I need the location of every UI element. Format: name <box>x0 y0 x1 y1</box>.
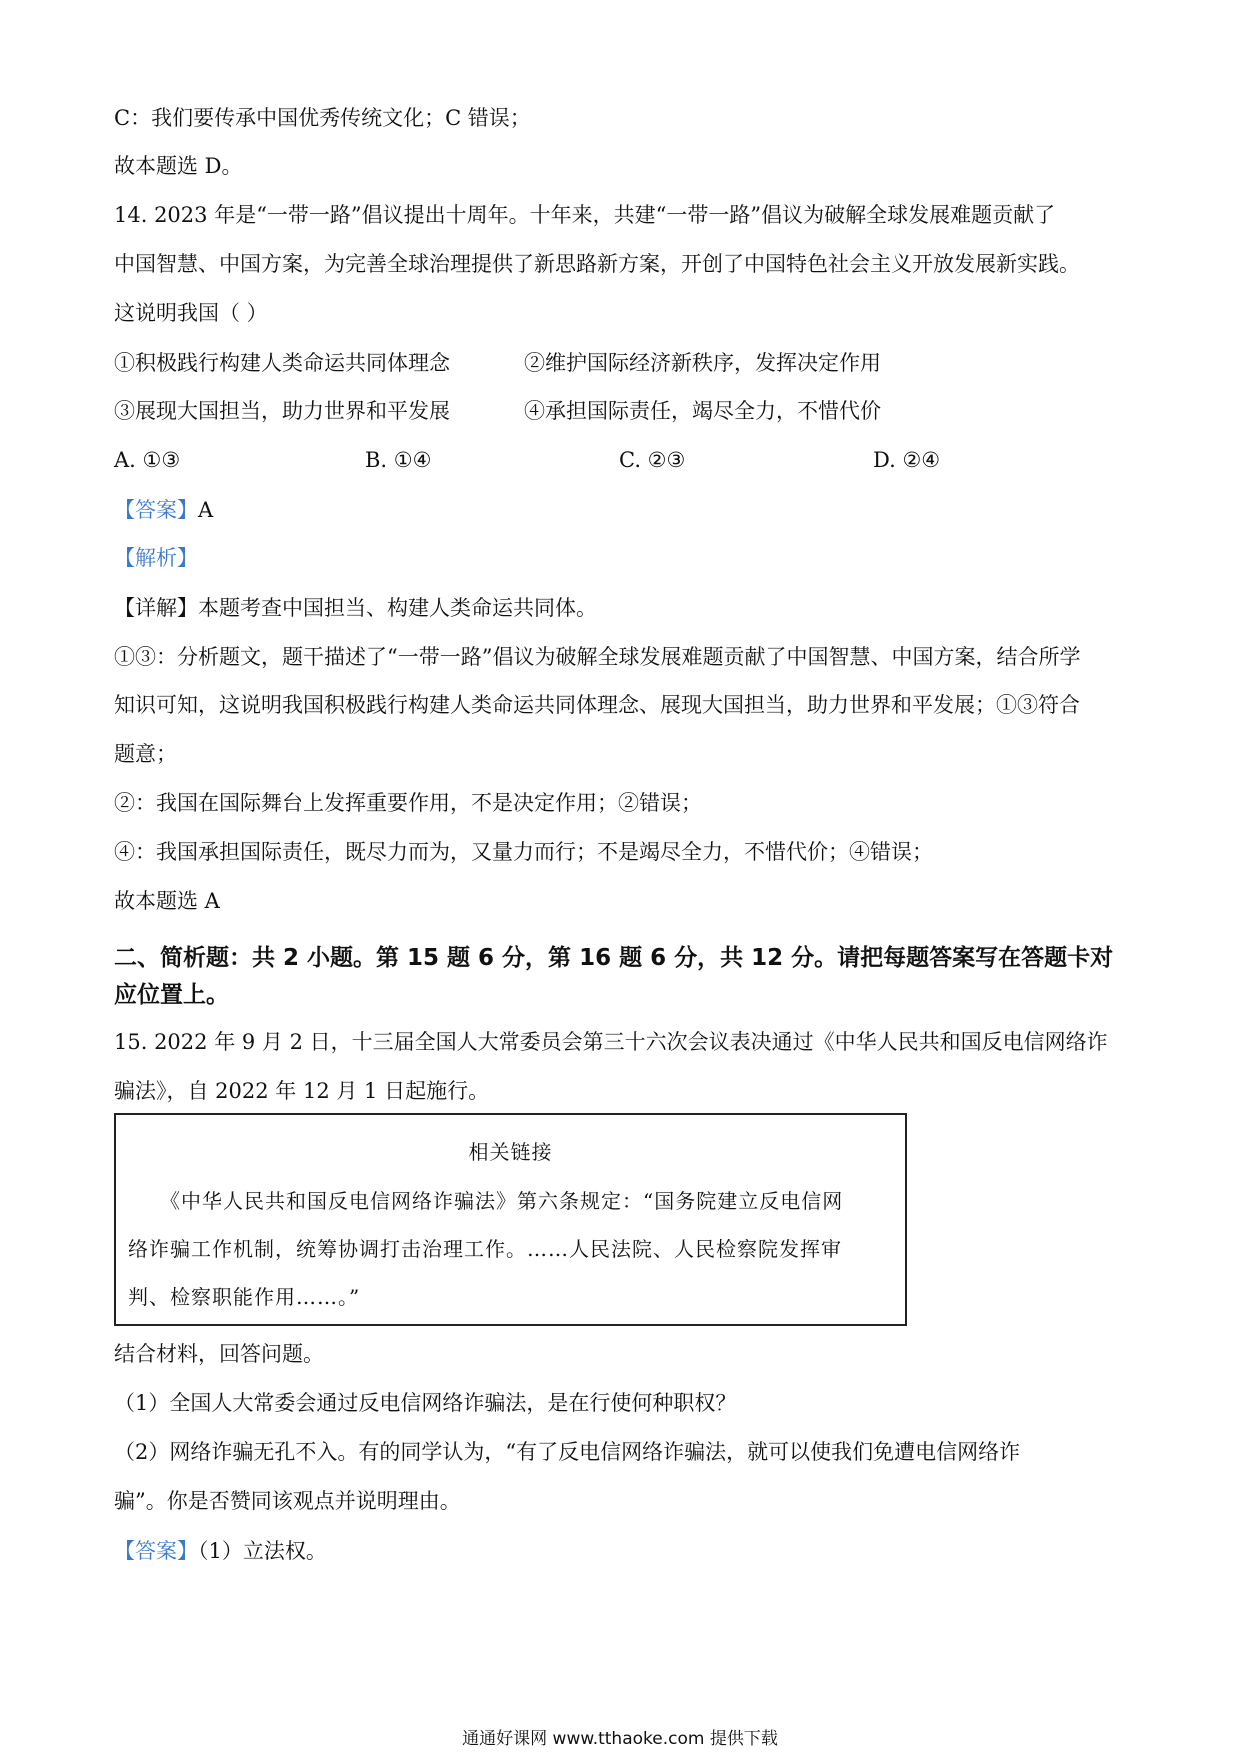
box-title: 相关链接 <box>468 1140 553 1164</box>
statement-1: ①积极践行构建人类命运共同体理念 <box>114 351 450 375</box>
box-line: 络诈骗工作机制，统筹协调打击治理工作。……人民法院、人民检察院发挥审 <box>128 1237 842 1261</box>
question-14-stem: 这说明我国（ ） <box>114 301 268 325</box>
detail-line: ②：我国在国际舞台上发挥重要作用，不是决定作用；②错误； <box>114 791 702 815</box>
statement-2: ②维护国际经济新秩序，发挥决定作用 <box>524 351 881 375</box>
option-a: A. ①③ <box>114 448 181 472</box>
section-heading: 二、简析题：共 2 小题。第 15 题 6 分，第 16 题 6 分，共 12 分。请把每题答案写在答题卡对应位置上。 <box>114 945 1114 1008</box>
detail-line: 【详解】本题考查中国担当、构建人类命运共同体。 <box>114 596 597 620</box>
question-14-stem: 中国智慧、中国方案，为完善全球治理提供了新思路新方案，开创了中国特色社会主义开放发展新实践。 <box>114 252 1080 276</box>
related-link-box <box>114 1113 907 1326</box>
answer-tag: 【答案】 <box>114 1539 198 1563</box>
option-c: C. ②③ <box>619 448 686 472</box>
page-footer: 通通好课网 www.tthaoke.com 提供下载 <box>462 1729 778 1749</box>
detail-line: 故本题选 A <box>114 889 220 913</box>
sub-question-2: 骗”。你是否赞同该观点并说明理由。 <box>114 1489 461 1513</box>
sub-question-1: （1）全国人大常委会通过反电信网络诈骗法，是在行使何种职权？ <box>114 1391 737 1415</box>
detail-line: 题意； <box>114 742 177 766</box>
question-15-stem: 骗法》，自 2022 年 12 月 1 日起施行。 <box>114 1079 490 1103</box>
detail-line: ④：我国承担国际责任，既尽力而为，又量力而行；不是竭尽全力，不惜代价；④错误； <box>114 840 933 864</box>
answer-line <box>114 1537 327 1565</box>
detail-line: ①③：分析题文，题干描述了“一带一路”倡议为破解全球发展难题贡献了中国智慧、中国方案，结合所学 <box>114 645 1081 669</box>
answer-line <box>114 496 213 524</box>
text-line: C：我们要传承中国优秀传统文化；C 错误； <box>114 106 531 130</box>
box-line: 判、检察职能作用……。” <box>128 1285 361 1309</box>
statement-4: ④承担国际责任，竭尽全力，不惜代价 <box>524 399 881 423</box>
question-15-stem: 15. 2022 年 9 月 2 日，十三届全国人大常委员会第三十六次会议表决通过《中华人民共和国反电信网络诈 <box>114 1030 1108 1054</box>
question-15-prompt: 结合材料，回答问题。 <box>114 1342 324 1366</box>
answer-tag: 【答案】 <box>114 498 198 522</box>
answer-value: （1）立法权。 <box>198 1539 327 1563</box>
question-14-stem: 14. 2023 年是“一带一路”倡议提出十周年。十年来，共建“一带一路”倡议为破解全球发展难题贡献了 <box>114 203 1056 227</box>
detail-line: 知识可知，这说明我国积极践行构建人类命运共同体理念、展现大国担当，助力世界和平发展；①③符合 <box>114 693 1080 717</box>
answer-value: A <box>198 498 214 522</box>
sub-question-2: （2）网络诈骗无孔不入。有的同学认为，“有了反电信网络诈骗法，就可以使我们免遭电信网络诈 <box>114 1440 1021 1464</box>
analysis-tag: 【解析】 <box>114 546 198 570</box>
statement-3: ③展现大国担当，助力世界和平发展 <box>114 399 450 423</box>
box-line: 《中华人民共和国反电信网络诈骗法》第六条规定：“国务院建立反电信网 <box>128 1189 844 1213</box>
option-d: D. ②④ <box>873 448 941 472</box>
text-line: 故本题选 D。 <box>114 154 243 178</box>
option-b: B. ①④ <box>365 448 432 472</box>
